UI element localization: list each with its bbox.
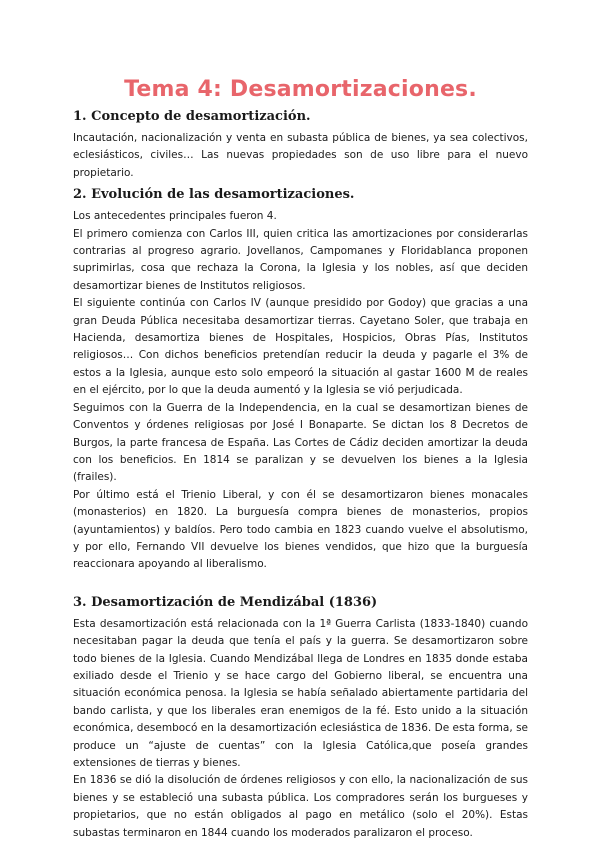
paragraph: El siguiente continúa con Carlos IV (aunque presidido por Godoy) que gracias a una gran Deuda Pública necesitaba desamortizar tierras. Cayetano Soler, que trabaja en Hacienda, desamortiza bienes de Hospitales, Hospicios, Obras Pías, Institutos religiosos… Con dichos beneficios pretendían reducir la deuda y pagarle el 3% de estos a la Iglesia, aunque esto solo empeoró la situación al gastar 1600 M de reales en el ejército, por lo que la deuda aumentó y la Iglesia se vió perjudicada. xyxy=(73,297,528,397)
section-mendizabal xyxy=(73,594,528,842)
section-evolucion xyxy=(73,186,528,574)
paragraph: Por último está el Trienio Liberal, y con él se desamortizaron bienes monacales (monasterios) en 1820. La burguesía compra bienes de monasterios, propios (ayuntamientos) y baldíos. Pero todo cambia en 1823 cuando vuelve el absolutismo, y por ello, Fernando VII devuelve los bienes vendidos, que hizo que la burguesía reaccionara apoyando al liberalismo. xyxy=(73,488,528,571)
page-title: Tema 4: Desamortizaciones. xyxy=(124,77,477,102)
paragraph: En 1836 se dió la disolución de órdenes religiosos y con ello, la nacionalización de sus bienes y se estableció una subasta pública. Los compradores serán los burgueses y propietarios, que no están obligados al pago en metálico (solo el 20%). Estas subastas terminaron en 1844 cuando los moderados paralizaron el proceso. xyxy=(73,774,528,839)
section-concepto xyxy=(73,108,528,182)
paragraph: El primero comienza con Carlos III, quien critica las amortizaciones por considerarlas contrarias al progreso agrario. Jovellanos, Campomanes y Floridablanca proponen suprimirlas, cosa que rechaza la Corona, la Iglesia y los nobles, así que deciden desamortizar bienes de Institutos religiosos. xyxy=(73,227,528,292)
paragraph: Seguimos con la Guerra de la Independencia, en la cual se desamortizan bienes de Conventos y órdenes religiosas por José I Bonaparte. Se dictan los 8 Decretos de Burgos, la parte francesa de España. Las Cortes de Cádiz deciden amortizar la deuda con los beneficios. En 1814 se paralizan y se devuelven los bienes a la Iglesia (frailes). xyxy=(73,401,528,484)
section-heading: 2. Evolución de las desamortizaciones. xyxy=(73,187,355,203)
paragraph: Esta desamortización está relacionada con la 1ª Guerra Carlista (1833-1840) cuando necesitaban pagar la deuda que tenía el país y la guerra. Se desamortizaron sobre todo bienes de la Iglesia. Cuando Mendizábal llega de Londres en 1835 donde estaba exiliado desde el Trienio y se hace cargo del Gobierno liberal, se encuentra una situación económica penosa. la Iglesia se había señalado abiertamente partidaria del bando carlista, y que los liberales eran enemigos de la fé. Esto unido a la situación económica, desembocó en la desamortización eclesiástica de 1836. De esta forma, se produce un “ajuste de cuentas” con la Iglesia Católica,que poseía grandes extensiones de tierras y bienes. xyxy=(73,617,528,769)
paragraph: Los antecedentes principales fueron 4. xyxy=(73,210,277,223)
paragraph: Incautación, nacionalización y venta en subasta pública de bienes, ya sea colectivos, eclesiásticos, civiles… Las nuevas propiedades son de uso libre para el nuevo propietario. xyxy=(73,132,528,179)
section-heading: 3. Desamortización de Mendizábal (1836) xyxy=(73,594,378,610)
section-heading: 1. Concepto de desamortización. xyxy=(73,109,311,124)
